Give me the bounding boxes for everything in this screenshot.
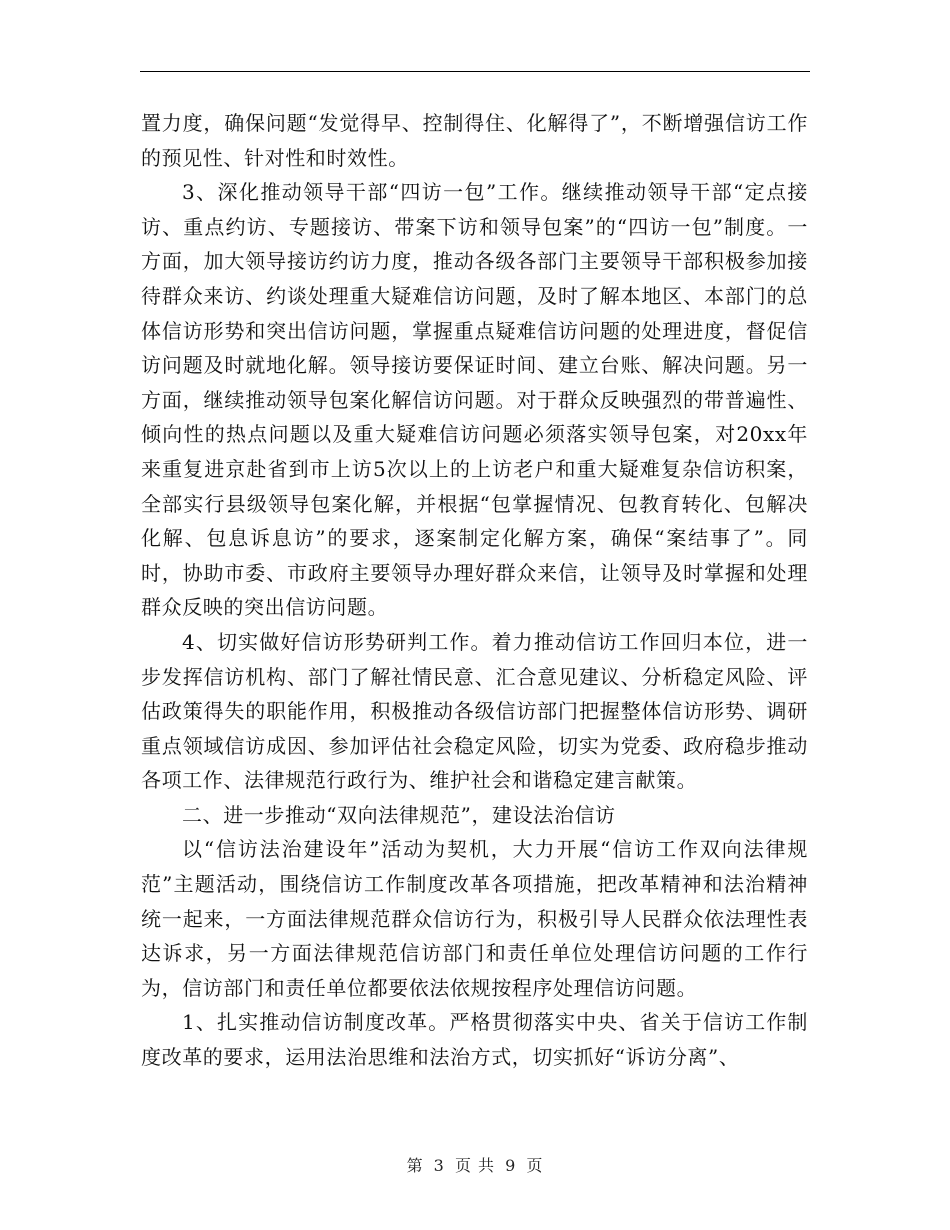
footer-prefix: 第 (406, 1156, 424, 1175)
body-text (141, 106, 808, 1075)
paragraph-continuation: 置力度，确保问题“发觉得早、控制得住、化解得了”，不断增强信访工作的预见性、针对性和时效性。 (141, 111, 808, 170)
footer-suffix: 页 (526, 1156, 544, 1175)
paragraph-item-1: 1、扎实推动信访制度改革。严格贯彻落实中央、省关于信访工作制度改革的要求，运用法治思维和法治方式，切实抓好“诉访分离”、 (141, 1010, 808, 1070)
section-heading-2: 二、进一步推动“双向法律规范”，建设法治信访 (182, 802, 616, 827)
total-pages: 9 (505, 1156, 517, 1175)
page-footer (0, 1153, 950, 1176)
paragraph-section-intro: 以“信访法治建设年”活动为契机，大力开展“信访工作双向法律规范”主题活动，围绕信访工作制度改革各项措施，把改革精神和法治精神统一起来，一方面法律规范群众信访行为，积极引导人民群众依法理性表达诉求，另一方面法律规范信访部门和责任单位处理信访问题的工作行为，信访部门和责任单位都要依法依规按程序处理信访问题。 (141, 837, 808, 1000)
paragraph-item-4: 4、切实做好信访形势研判工作。着力推动信访工作回归本位，进一步发挥信访机构、部门了解社情民意、汇合意见建议、分析稳定风险、评估政策得失的职能作用，积极推动各级信访部门把握整体信访形势、调研重点领域信访成因、参加评估社会稳定风险，切实为党委、政府稳步推动各项工作、法律规范行政行为、维护社会和谐稳定建言献策。 (141, 629, 808, 793)
paragraph-item-3: 3、深化推动领导干部“四访一包”工作。继续推动领导干部“定点接访、重点约访、专题接访、带案下访和领导包案”的“四访一包”制度。一方面，加大领导接访约访力度，推动各级各部门主要领导干部积极参加接待群众来访、约谈处理重大疑难信访问题，及时了解本地区、本部门的总体信访形势和突出信访问题，掌握重点疑难信访问题的处理进度，督促信访问题及时就地化解。领导接访要保证时间、建立台账、解决问题。另一方面，继续推动领导包案化解信访问题。对于群众反映强烈的带普遍性、倾向性的热点问题以及重大疑难信访问题必须落实领导包案，对20xx年来重复进京赴省到市上访5次以上的上访老户和重大疑难复杂信访积案，全部实行县级领导包案化解，并根据“包掌握情况、包教育转化、包解决化解、包息诉息访”的要求，逐案制定化解方案，确保“案结事了”。同时，协助市委、市政府主要领导办理好群众来信，让领导及时掌握和处理群众反映的突出信访问题。 (141, 180, 808, 620)
page-number: 3 (433, 1156, 445, 1175)
header-rule (140, 71, 810, 72)
footer-middle: 页 共 (454, 1156, 496, 1175)
